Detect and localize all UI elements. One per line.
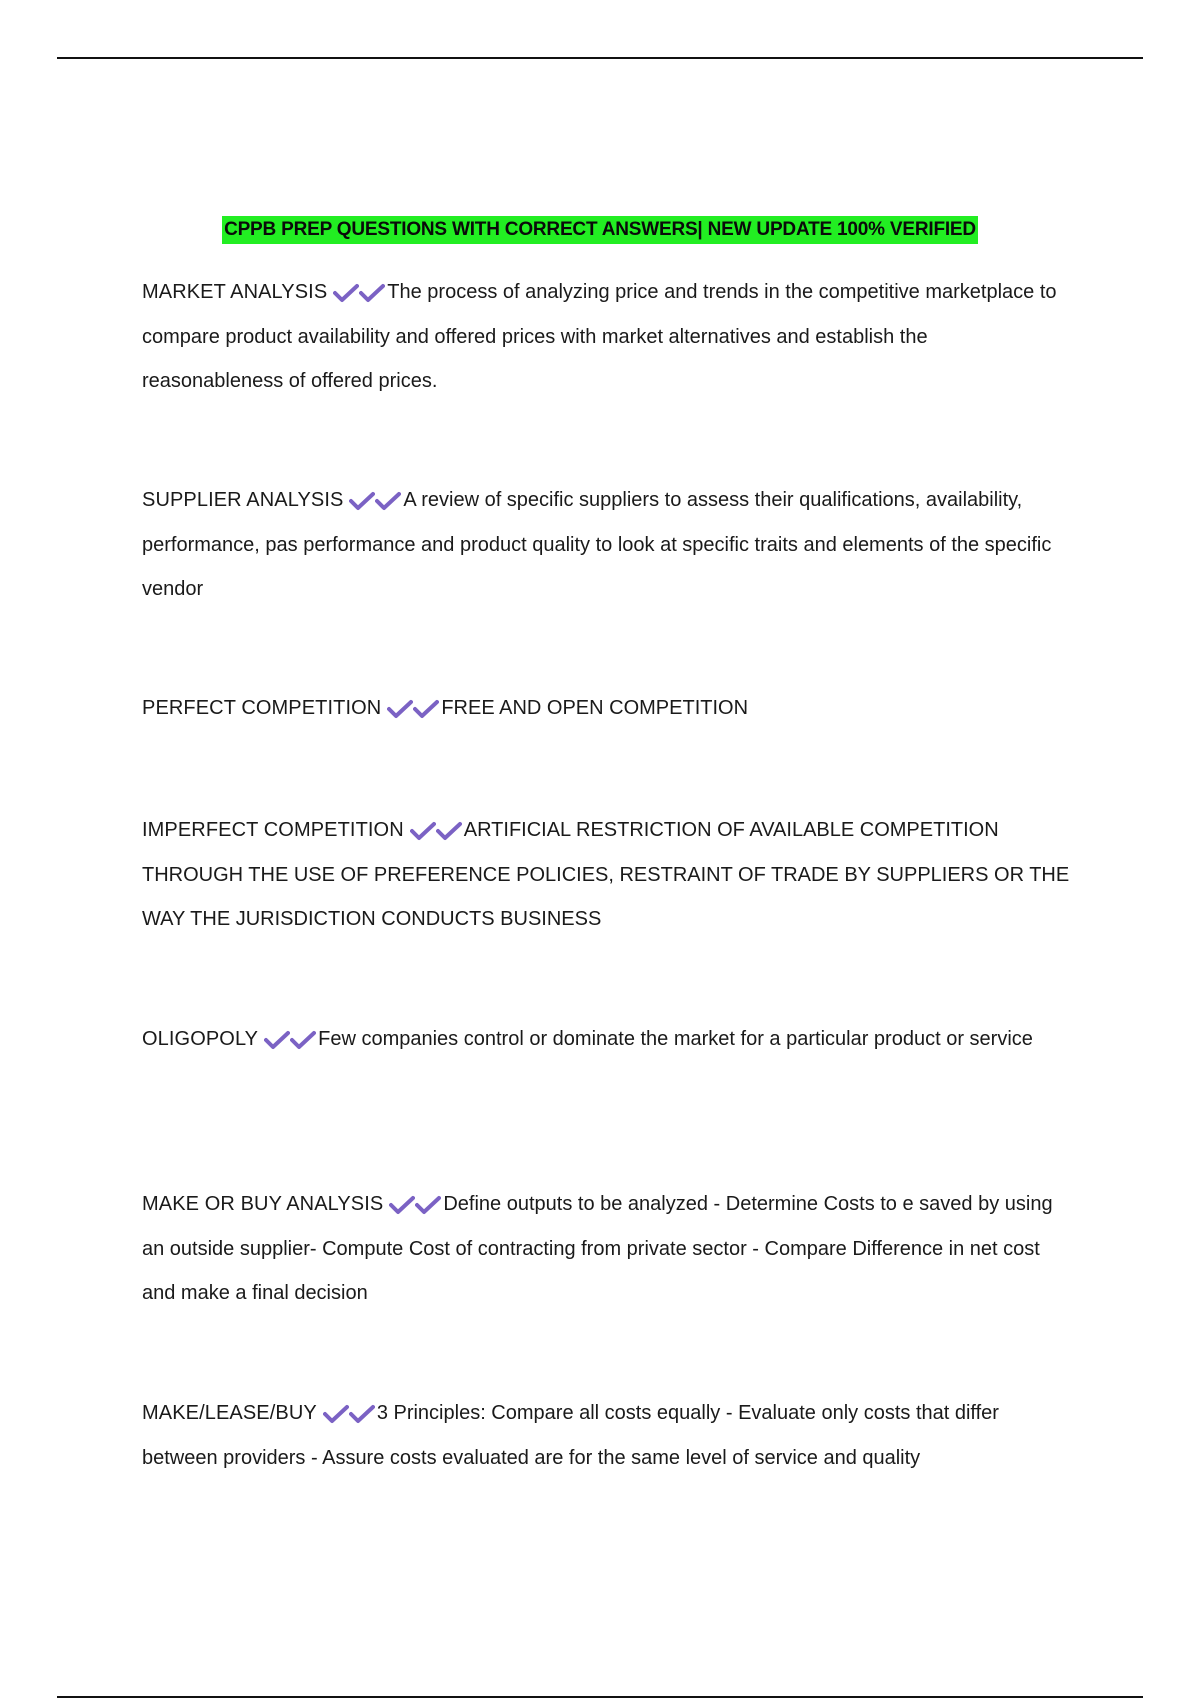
- checkmarks: [323, 1392, 375, 1436]
- entry-answer: 3 Principles: Compare all costs equally - Evaluate only costs that differ between providers - Assure costs evaluated are for the same level of service and quality: [142, 1402, 999, 1469]
- check-icon: [410, 821, 436, 841]
- check-icon: [349, 491, 375, 511]
- entry-term: OLIGOPOLY: [142, 1028, 259, 1050]
- check-icon: [436, 821, 462, 841]
- entry-make-or-buy-analysis: [142, 1182, 1072, 1315]
- check-icon: [349, 1404, 375, 1424]
- check-icon: [333, 283, 359, 303]
- entry-answer: FREE AND OPEN COMPETITION: [441, 697, 749, 719]
- check-icon: [323, 1404, 349, 1424]
- checkmarks: [333, 271, 385, 315]
- check-icon: [413, 699, 439, 719]
- checkmarks: [389, 1183, 441, 1227]
- entry-term: MARKET ANALYSIS: [142, 281, 328, 303]
- check-icon: [375, 491, 401, 511]
- entry-answer: Few companies control or dominate the market for a particular product or service: [318, 1028, 1033, 1050]
- entry-oligopoly: [142, 1017, 1072, 1062]
- check-icon: [290, 1030, 316, 1050]
- title-container: [0, 216, 1200, 244]
- check-icon: [415, 1195, 441, 1215]
- check-icon: [389, 1195, 415, 1215]
- entry-perfect-competition: [142, 686, 1072, 731]
- entry-make-lease-buy: [142, 1391, 1072, 1480]
- checkmarks: [349, 479, 401, 523]
- check-icon: [359, 283, 385, 303]
- check-icon: [264, 1030, 290, 1050]
- checkmarks: [387, 687, 439, 731]
- checkmarks: [264, 1018, 316, 1062]
- top-rule: [57, 57, 1143, 59]
- entry-answer: A review of specific suppliers to assess their qualifications, availability, performance, pas performance and product quality to look at specific traits and elements of the specific vendor: [142, 489, 1052, 600]
- entry-term: MAKE/LEASE/BUY: [142, 1402, 317, 1424]
- bottom-rule: [57, 1696, 1143, 1698]
- entry-term: SUPPLIER ANALYSIS: [142, 489, 344, 511]
- entry-market-analysis: [142, 270, 1072, 403]
- checkmarks: [410, 809, 462, 853]
- entry-term: IMPERFECT COMPETITION: [142, 819, 404, 841]
- entry-term: PERFECT COMPETITION: [142, 697, 382, 719]
- entry-term: MAKE OR BUY ANALYSIS: [142, 1193, 384, 1215]
- entry-answer: ARTIFICIAL RESTRICTION OF AVAILABLE COMPETITION THROUGH THE USE OF PREFERENCE POLICIES, RESTRAINT OF TRADE BY SUPPLIERS OR THE WAY THE JURISDICTION CONDUCTS BUSINESS: [142, 819, 1070, 930]
- document-title: CPPB PREP QUESTIONS WITH CORRECT ANSWERS| NEW UPDATE 100% VERIFIED: [222, 216, 978, 244]
- check-icon: [387, 699, 413, 719]
- entry-answer: The process of analyzing price and trends in the competitive marketplace to compare product availability and offered prices with market alternatives and establish the reasonableness of offered prices.: [142, 281, 1057, 392]
- entry-supplier-analysis: [142, 478, 1072, 611]
- entry-imperfect-competition: [142, 808, 1072, 941]
- entry-answer: Define outputs to be analyzed - Determine Costs to e saved by using an outside supplier- Compute Cost of contracting from private sector - Compare Difference in net cost and make a final decision: [142, 1193, 1053, 1304]
